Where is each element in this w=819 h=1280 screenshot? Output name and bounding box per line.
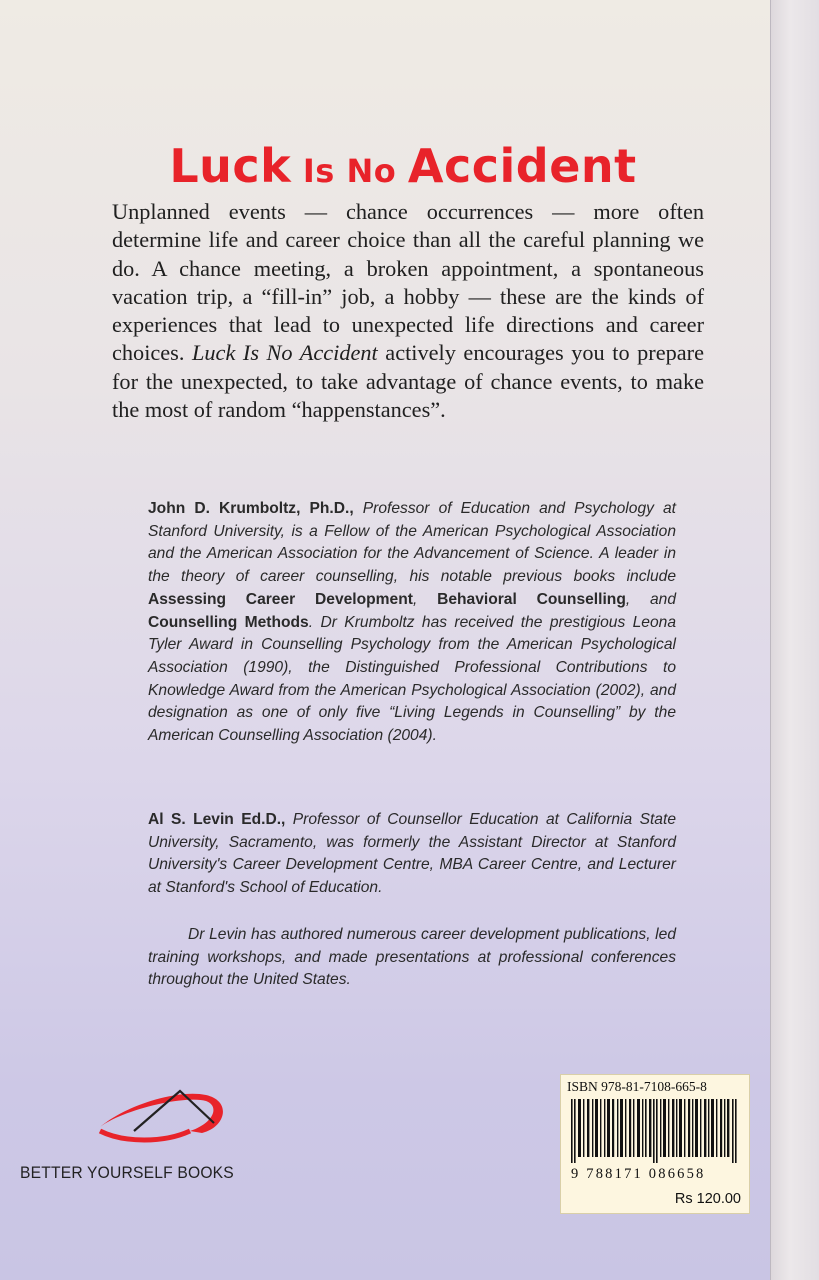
book-title [0, 139, 806, 193]
bio-text: , and [625, 590, 676, 608]
price-label: Rs 120.00 [674, 1191, 741, 1207]
author-bio-levin [148, 809, 676, 900]
author-name-krumboltz: John D. Krumboltz, Ph.D., [148, 500, 354, 517]
barcode-sticker [560, 1074, 750, 1214]
back-cover-blurb [112, 198, 704, 424]
bio-text: , [412, 590, 438, 608]
author-bio-krumboltz [148, 498, 676, 748]
blurb-text-start: Unplanned events — chance occurrences — more often determine life and career choice than all the careful planning we do. A chance meeting, a broken appointment, a spontaneous vacation trip, a “fill-in” job, a hobby — these are the kinds of experiences that lead to unexpected life directions and career choices. [112, 199, 704, 366]
book-title-counselling-methods: Counselling Methods [148, 613, 309, 631]
author-name-levin: Al S. Levin Ed.D., [148, 811, 286, 828]
barcode-number: 9 788171 086658 [571, 1166, 706, 1182]
bio-text: . Dr Krumboltz has received the prestigious Leona Tyler Award in Counselling Psychology from the American Psychological Association (1990), the Distinguished Professional Contributions to Knowledge Award from the American Psychological Association (2002), and designation as one of only five “Living Legends in Counselling” by the American Counselling Association (2004). [148, 613, 676, 745]
blurb-book-title: Luck Is No Accident [192, 340, 378, 366]
title-word-luck: Luck [169, 139, 292, 194]
book-title-behavioral: Behavioral Counselling [437, 590, 626, 608]
blurb-text-end: actively encourages you to prepare for the unexpected, to take advantage of chance events, to make the most of random “happenstances”. [112, 340, 704, 423]
title-words-is-no: Is No [302, 152, 397, 191]
publisher-name: BETTER YOURSELF BOOKS [20, 1163, 234, 1182]
bio-text: Professor of Education and Psychology at Stanford University, is a Fellow of the American Psychological Association and the American Association for the Advancement of Science. A leader in the theory of career counselling, his notable previous books include [148, 500, 676, 586]
title-word-accident: Accident [407, 139, 637, 194]
bio-text: Professor of Counsellor Education at California State University, Sacramento, was formerly the Assistant Director at Stanford University's Career Development Centre, MBA Career Centre, and Lecturer at Stanford's School of Education. [148, 811, 676, 897]
swoosh-logo-icon [94, 1087, 226, 1151]
author-bio-levin-continued: Dr Levin has authored numerous career development publications, led training workshops, and made presentations at professional conferences throughout the United States. [148, 926, 676, 989]
barcode-icon [571, 1099, 739, 1163]
isbn-label: ISBN 978-81-7108-665-8 [567, 1079, 707, 1094]
book-title-assessing: Assessing Career Development [148, 590, 413, 608]
